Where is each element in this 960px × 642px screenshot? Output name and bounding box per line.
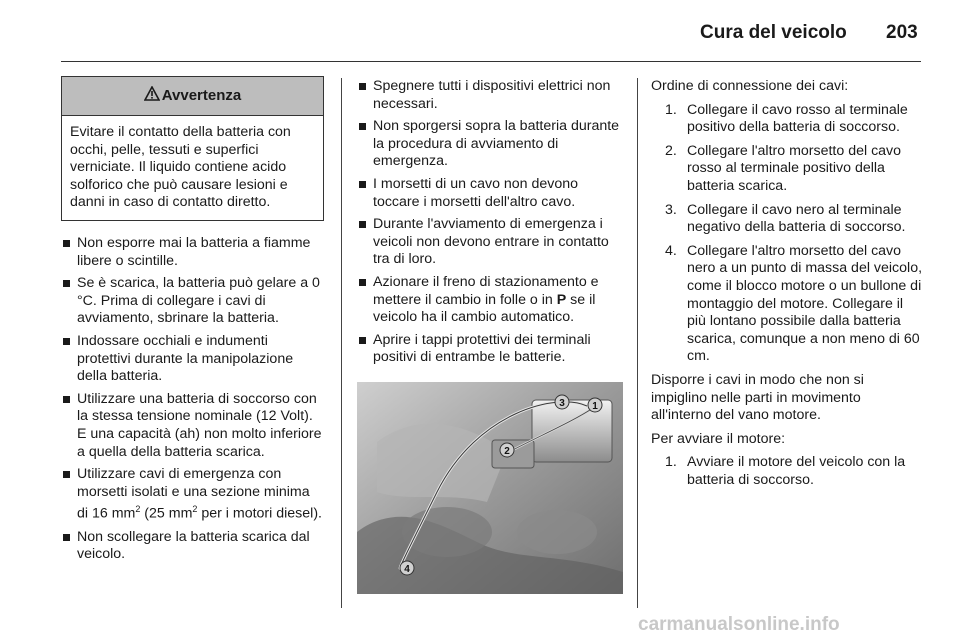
engine-bay-photo	[357, 382, 623, 594]
step-number: 1.	[665, 101, 677, 118]
step-text: Collegare il cavo nero al terminale negativo della batteria di soccorso.	[687, 201, 906, 236]
warning-triangle-icon	[144, 86, 160, 106]
list-item: Utilizzare una batteria di soccorso con la stessa tensione nominale (12 Volt). E una capacità (ah) non molto inferiore a quella della batteria scarica.	[61, 391, 324, 461]
steps-list	[651, 102, 923, 366]
text-run: se il veicolo ha il cambio automatico.	[373, 291, 596, 326]
list-item: Indossare occhiali e indumenti protettivi durante la manipolazione della batteria.	[61, 333, 324, 386]
list-item	[357, 274, 623, 327]
list-item: Aprire i tappi protettivi dei terminali positivi di entrambe le batterie.	[357, 332, 623, 367]
step-number: 2.	[665, 142, 677, 159]
warning-box	[61, 76, 324, 221]
step-number: 1.	[665, 454, 677, 471]
list-item: Non esporre mai la batteria a fiamme libere o scintille.	[61, 235, 324, 270]
figure-label: 4	[404, 563, 410, 575]
list-item: I morsetti di un cavo non devono toccare i morsetti dell'altro cavo.	[357, 176, 623, 211]
paragraph: Per avviare il motore:	[651, 430, 786, 447]
column-divider	[341, 78, 342, 608]
column-1	[61, 76, 324, 569]
intro-text: Ordine di connessione dei cavi:	[651, 78, 849, 94]
figure-label: 1	[592, 400, 598, 412]
list-item: Spegnere tutti i dispositivi elettrici non necessari.	[357, 78, 623, 113]
superscript: 2	[135, 504, 141, 515]
figure-label: 3	[559, 397, 565, 409]
list-item	[651, 243, 923, 366]
list-item: Non sporgersi sopra la batteria durante la procedura di avviamento di emergenza.	[357, 118, 623, 171]
text-run: Utilizzare cavi di emergenza con morsetti isolati e una sezione minima di 16 mm	[77, 466, 310, 523]
list-item	[651, 202, 923, 237]
list-item	[61, 466, 324, 524]
superscript: 2	[192, 504, 198, 515]
step-text: Collegare l'altro morsetto del cavo rosso al terminale positivo della batteria scarica.	[687, 142, 902, 194]
page-number: 203	[886, 22, 918, 43]
gear-position: P	[556, 291, 567, 308]
text-run: per i motori diesel).	[197, 506, 322, 523]
step-text: Collegare l'altro morsetto del cavo nero a un punto di massa del veicolo, come il blocco motore o un bullone di montaggio del motore. Collegare il più lontano possibile dalla batteria scarica, comunque a non meno di 60 cm.	[687, 242, 923, 365]
step-number: 4.	[665, 242, 677, 259]
list-item: Se è scarica, la batteria può gelare a 0 °C. Prima di collegare i cavi di avviamento, sbrinare la batteria.	[61, 275, 324, 328]
header-rule	[61, 61, 921, 62]
step-text: Avviare il motore del veicolo con la batteria di soccorso.	[687, 454, 906, 488]
column-3	[651, 78, 923, 495]
bullet-list	[357, 78, 623, 367]
step-text: Collegare il cavo rosso al terminale positivo della batteria di soccorso.	[687, 101, 908, 136]
steps-list	[651, 454, 923, 489]
step-number: 3.	[665, 201, 677, 218]
column-2	[357, 78, 623, 600]
text-run: (25 mm	[140, 506, 193, 523]
watermark: carmanualsonline.info	[638, 614, 840, 635]
warning-heading: Avvertenza	[161, 87, 242, 105]
warning-header	[62, 77, 323, 116]
bullet-list	[61, 235, 324, 564]
figure-label: 2	[504, 445, 510, 457]
list-item	[651, 143, 923, 196]
list-item: Non scollegare la batteria scarica dal veicolo.	[61, 529, 324, 564]
warning-text: Evitare il contatto della batteria con occhi, pelle, tessuti e superfici verniciate. Il liquido contiene acido solforico che può causare lesioni e danni in caso di contatto diretto.	[70, 124, 291, 211]
section-title: Cura del veicolo	[700, 22, 847, 43]
column-divider	[637, 78, 638, 608]
list-item	[651, 102, 923, 137]
paragraph: Disporre i cavi in modo che non si impiglino nelle parti in movimento all'interno del vano motore.	[651, 371, 864, 424]
list-item	[651, 454, 923, 489]
list-item: Durante l'avviamento di emergenza i veicoli non devono entrare in contatto tra di loro.	[357, 216, 623, 269]
text-run: Azionare il freno di stazionamento e mettere il cambio in folle o in	[373, 273, 599, 308]
